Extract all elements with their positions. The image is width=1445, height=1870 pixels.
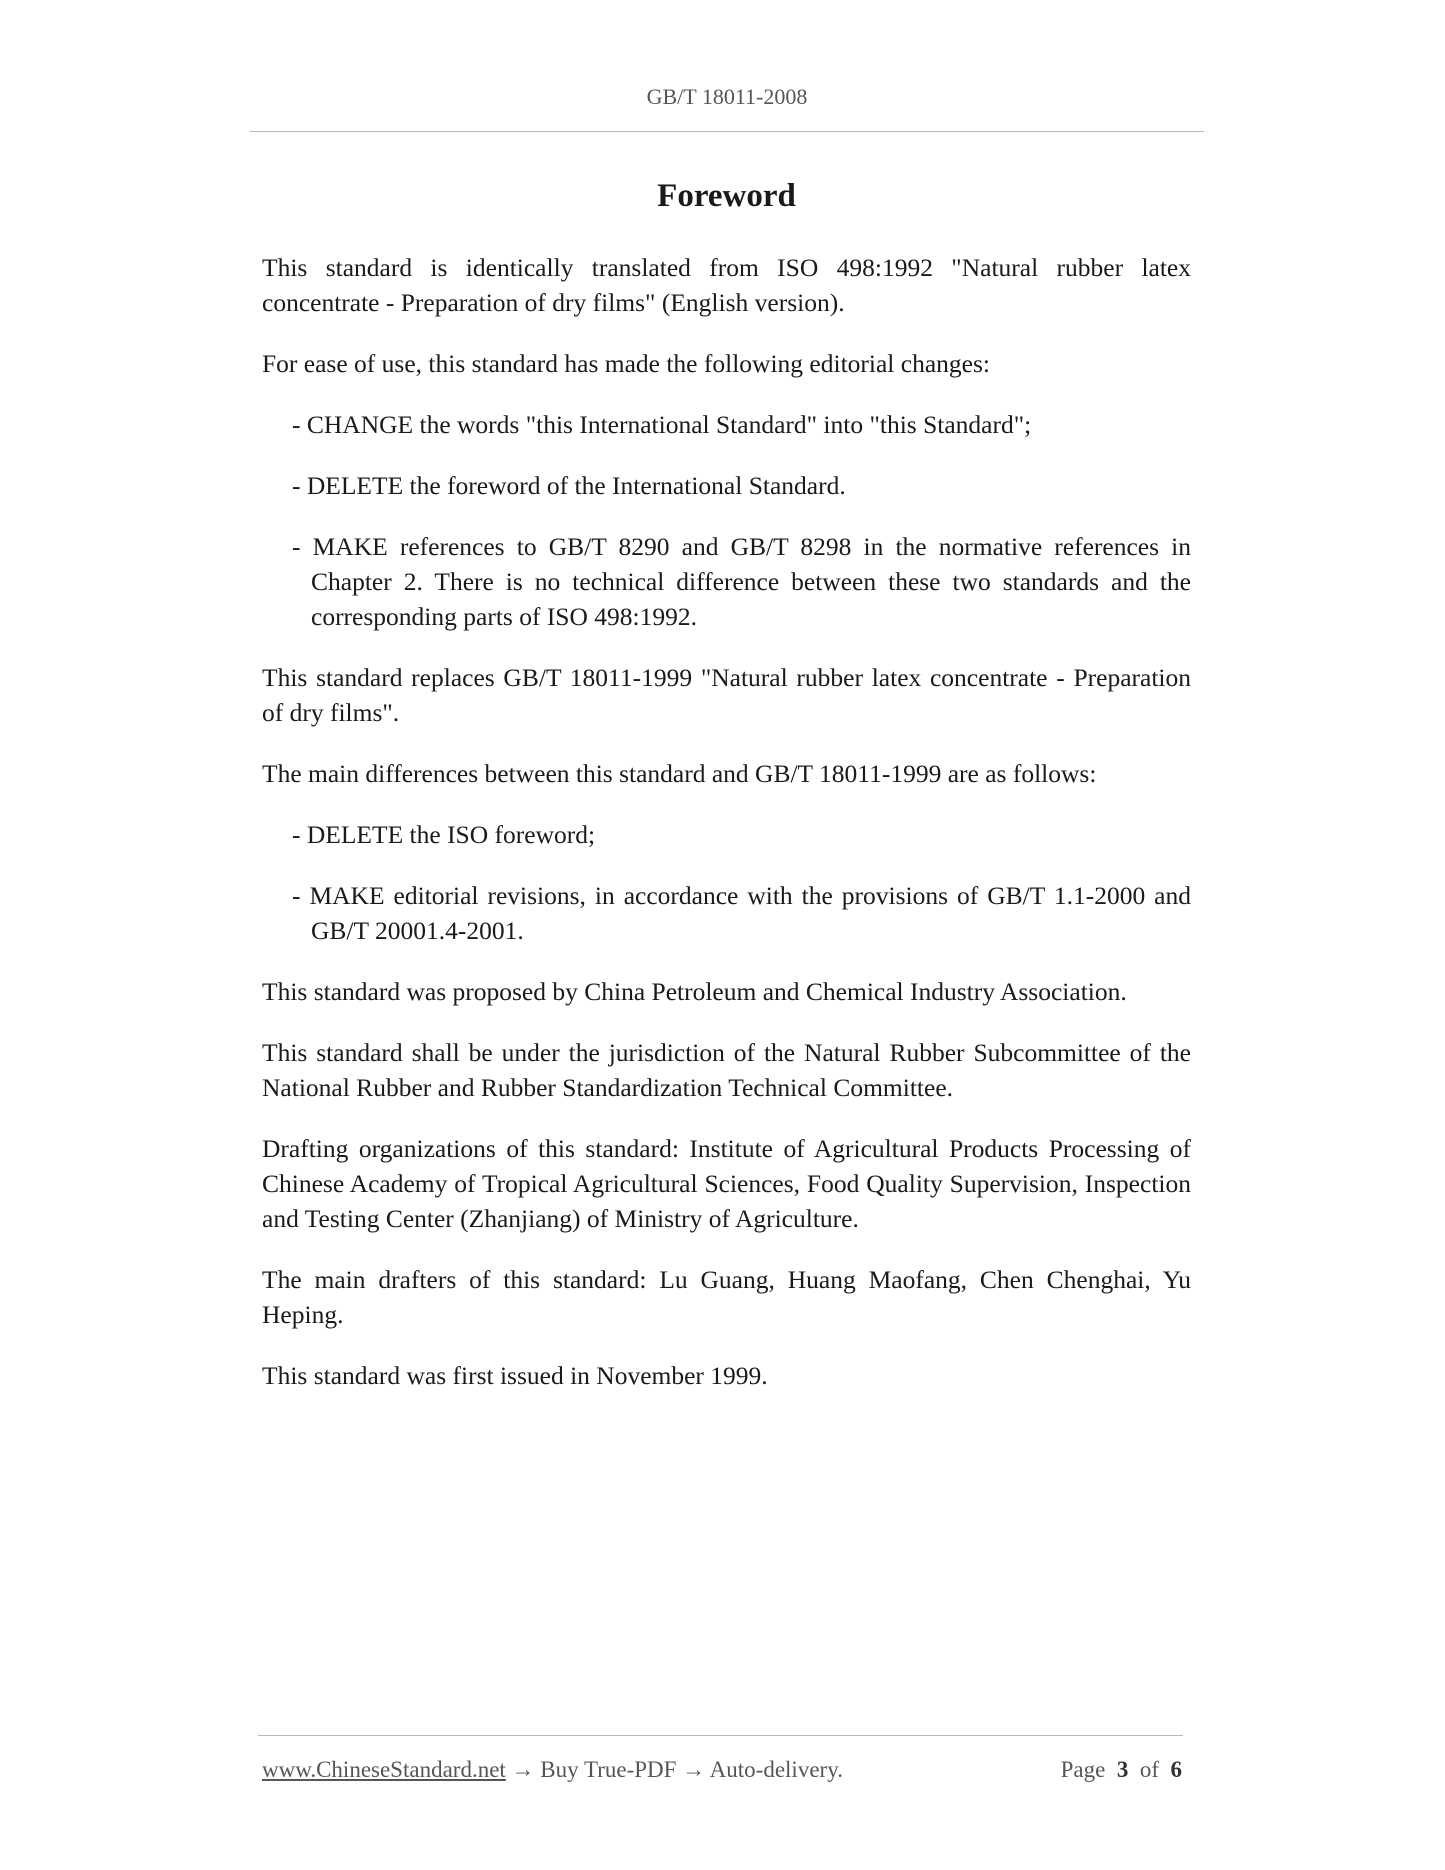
page-label: Page xyxy=(1060,1757,1106,1782)
list-item-delete-iso-foreword: - DELETE the ISO foreword; xyxy=(292,820,596,849)
list-item-editorial-revisions: - MAKE editorial revisions, in accordance with the provisions of GB/T 1.1-2000 and GB/T 20001.4-2001. xyxy=(292,881,1191,945)
site-link[interactable]: www.ChineseStandard.net xyxy=(262,1757,506,1782)
page-total: 6 xyxy=(1170,1757,1182,1782)
page-title: Foreword xyxy=(657,178,796,214)
paragraph-translation-source: This standard is identically translated from ISO 498:1992 "Natural rubber latex concentrate - Preparation of dry films" (English version). xyxy=(262,253,1191,317)
paragraph-proposed-by: This standard was proposed by China Petroleum and Chemical Industry Association. xyxy=(262,977,1127,1006)
list-item-make-references: - MAKE references to GB/T 8290 and GB/T 8298 in the normative references in Chapter 2. There is no technical difference between these two standards and the corresponding parts of ISO 498:1992. xyxy=(292,532,1191,631)
running-header: GB/T 18011-2008 xyxy=(646,84,808,109)
of-label: of xyxy=(1139,1757,1159,1782)
arrow-right-icon: → xyxy=(682,1757,706,1782)
header-divider xyxy=(250,131,1204,132)
paragraph-replaces: This standard replaces GB/T 18011-1999 "Natural rubber latex concentrate - Preparation of dry films". xyxy=(262,663,1191,727)
document-body xyxy=(262,176,1191,1419)
arrow-right-icon: → xyxy=(511,1757,535,1782)
page-number xyxy=(1061,1757,1182,1783)
paragraph-drafting-organizations: Drafting organizations of this standard: Institute of Agricultural Products Processing of Chinese Academy of Tropical Agricultural Sciences, Food Quality Supervision, Inspection and Testing Center (Zhanjiang) of Ministry of Agriculture. xyxy=(262,1134,1191,1233)
paragraph-jurisdiction: This standard shall be under the jurisdiction of the Natural Rubber Subcommittee of the National Rubber and Rubber Standardization Technical Committee. xyxy=(262,1038,1191,1102)
paragraph-editorial-intro: For ease of use, this standard has made the following editorial changes: xyxy=(262,349,990,378)
paragraph-main-drafters: The main drafters of this standard: Lu Guang, Huang Maofang, Chen Chenghai, Yu Heping. xyxy=(262,1265,1191,1329)
footer-divider xyxy=(258,1735,1183,1736)
paragraph-first-issued: This standard was first issued in November 1999. xyxy=(262,1361,768,1390)
paragraph-differences-intro: The main differences between this standard and GB/T 18011-1999 are as follows: xyxy=(262,759,1097,788)
footer-promo xyxy=(262,1757,843,1783)
page-current: 3 xyxy=(1116,1757,1129,1782)
list-item-change: - CHANGE the words "this International Standard" into "this Standard"; xyxy=(292,410,1032,439)
buy-true-pdf-text: Buy True-PDF xyxy=(540,1757,677,1782)
auto-delivery-text: Auto-delivery. xyxy=(709,1757,843,1782)
list-item-delete-foreword: - DELETE the foreword of the International Standard. xyxy=(292,471,846,500)
